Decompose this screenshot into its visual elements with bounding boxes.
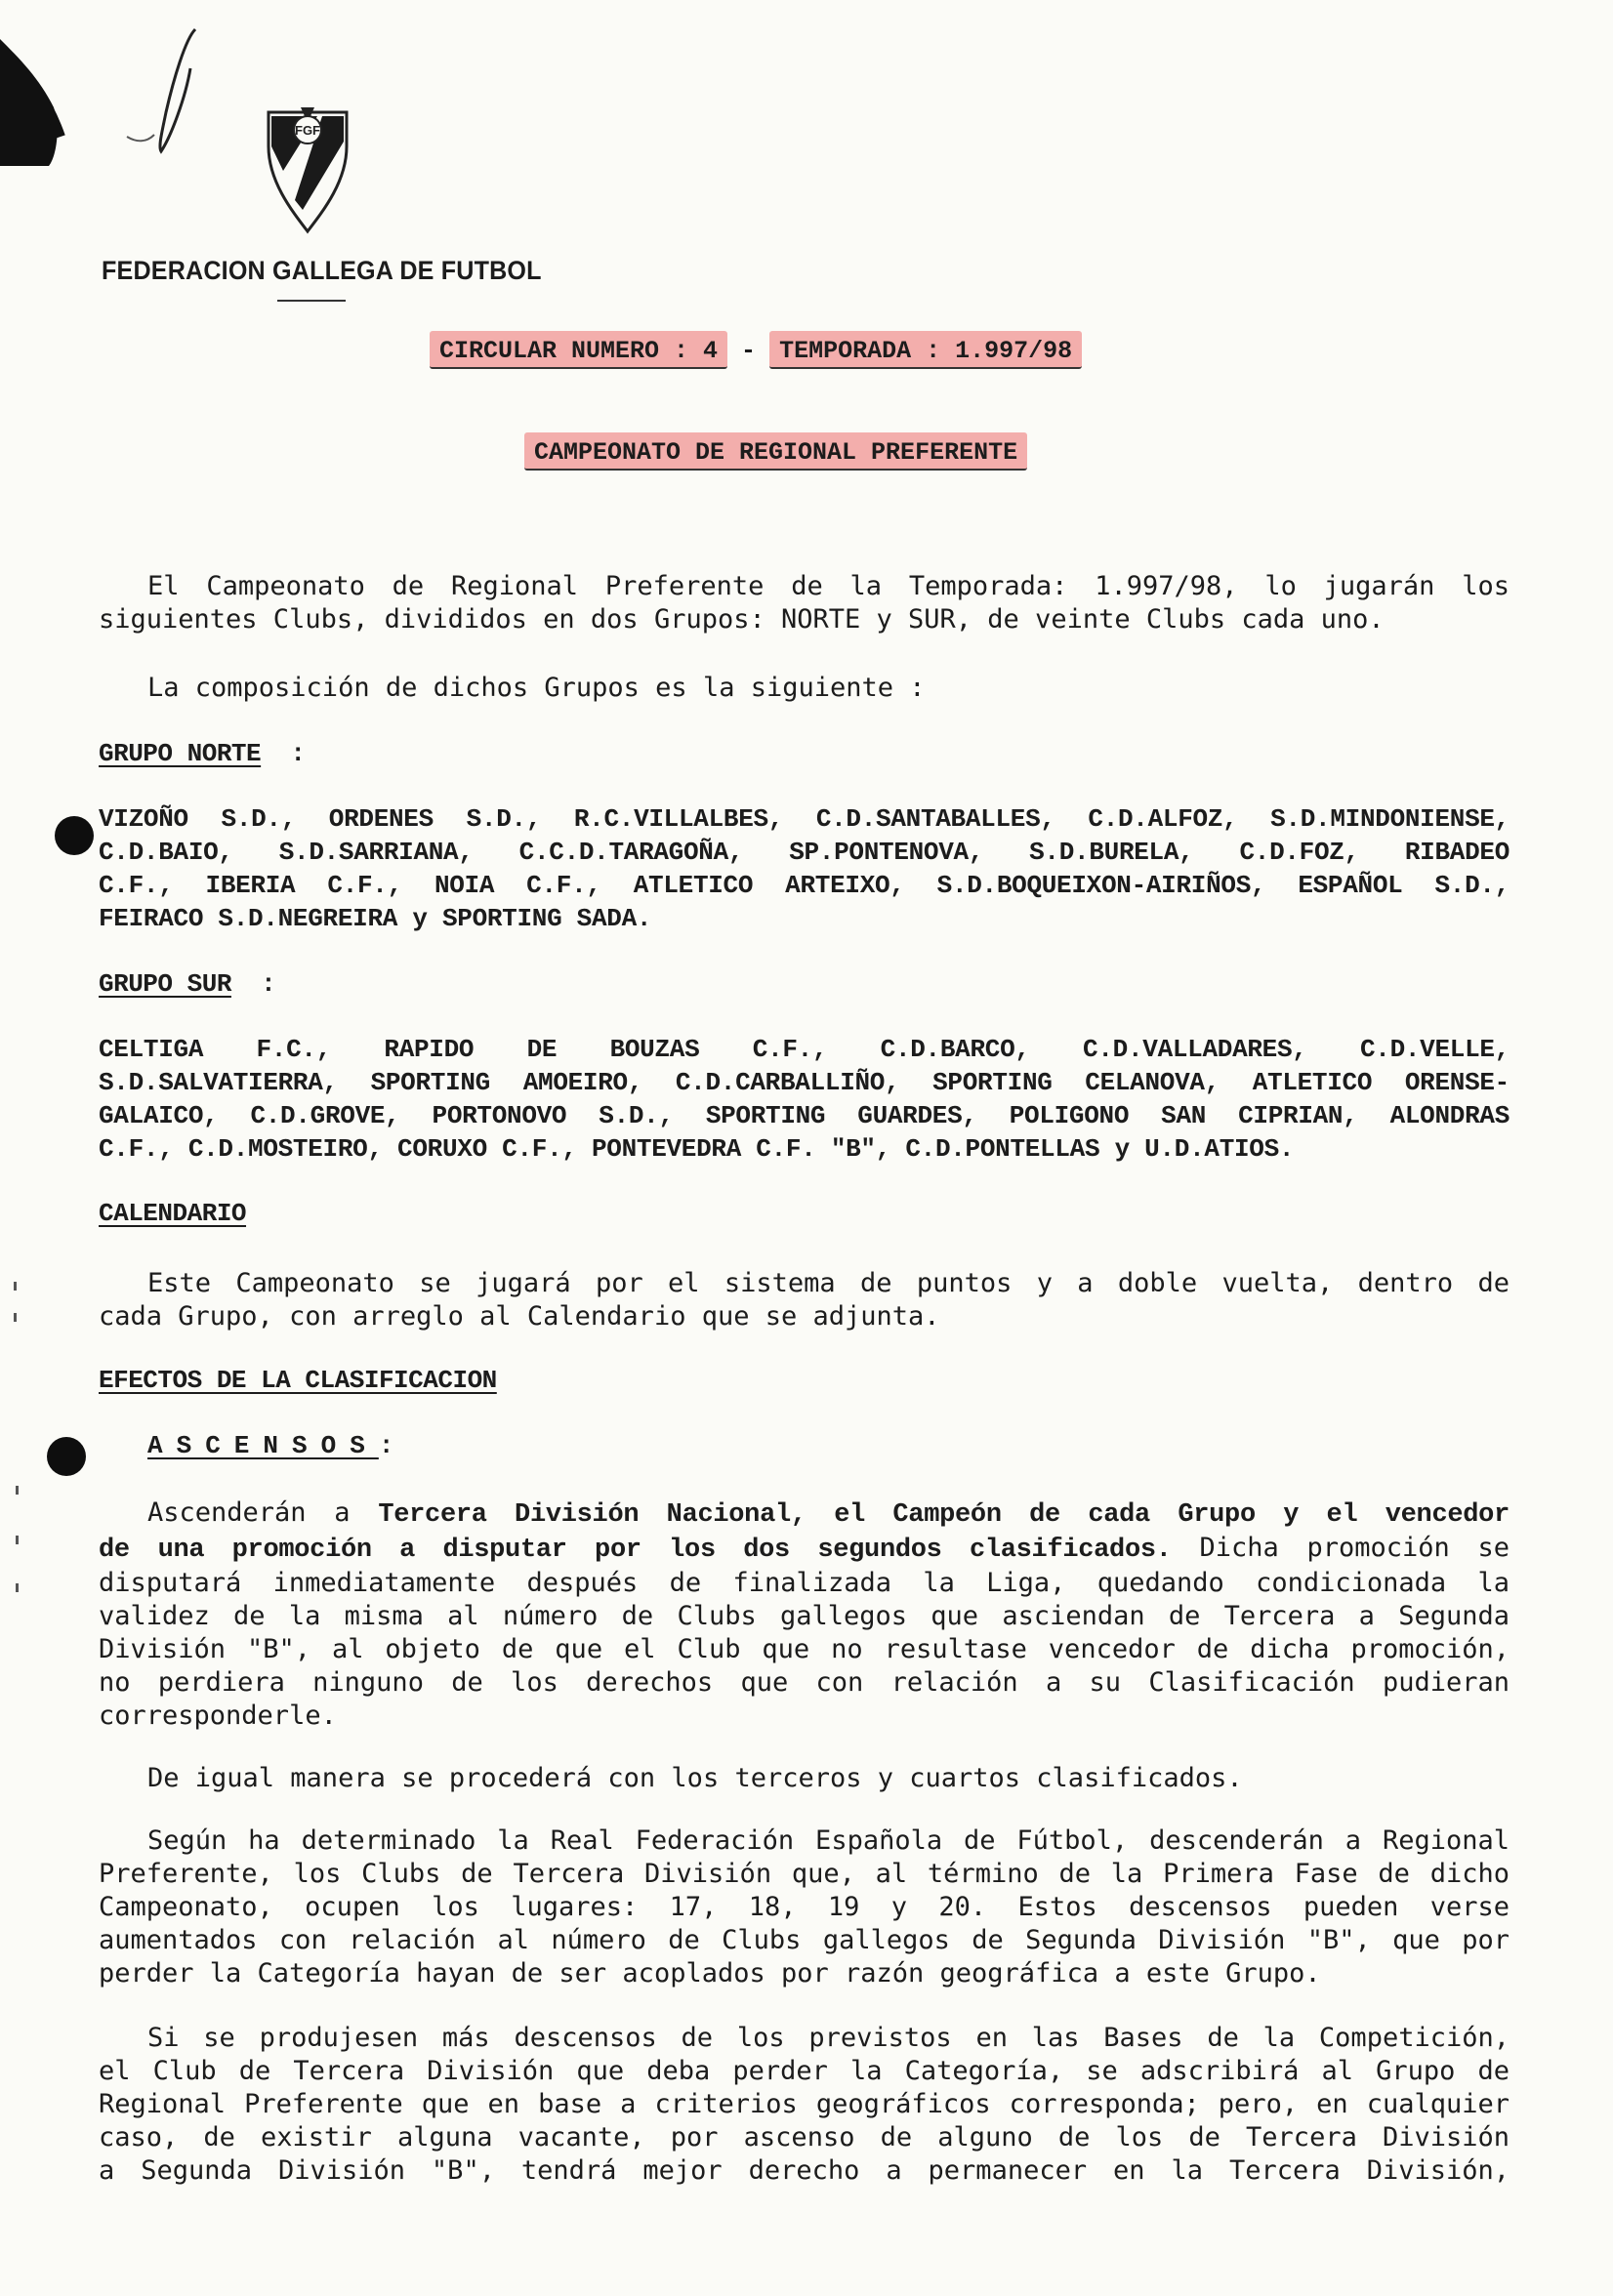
ascensos-title: ASCENSOS	[147, 1431, 379, 1460]
calendario-line-1: Este Campeonato se jugará por el sistema de puntos y a doble vuelta, dentro de	[147, 1268, 1510, 1298]
grupo-norte-title: GRUPO NORTE	[99, 739, 262, 768]
organization-name: FEDERACION GALLEGA DE FUTBOL	[102, 256, 542, 285]
margin-mark	[14, 1313, 17, 1322]
descensos-line: aumentados con relación al número de Clubs gallegos de Segunda División "B", que por	[99, 1925, 1510, 1955]
ascensos-line-1-start: Ascenderán a	[147, 1497, 351, 1528]
bullet-icon	[47, 1437, 86, 1476]
club-line: VIZOÑO S.D., ORDENES S.D., R.C.VILLALBES, C.D.SANTABALLES, C.D.ALFOZ, S.D.MINDONIENSE,	[99, 804, 1510, 834]
ascensos-line: División "B", al objeto de que el Club que no resultase vencedor de dicha promoción,	[99, 1634, 1510, 1664]
mas-descensos-line: a Segunda División "B", tendrá mejor derecho a permanecer en la Tercera División,	[99, 2155, 1510, 2186]
terceros-paragraph	[99, 1762, 1510, 1795]
bullet-icon	[55, 816, 94, 855]
grupo-sur-heading	[99, 969, 275, 999]
ascensos-line-2-end: Dicha promoción se	[1199, 1533, 1510, 1563]
grupo-sur-colon: :	[261, 969, 276, 999]
descensos-line: Preferente, los Clubs de Tercera División que, al término de la Primera Fase de dicho	[99, 1859, 1510, 1889]
circular-season: TEMPORADA : 1.997/98	[769, 331, 1082, 369]
composition-line: La composición de dichos Grupos es la siguiente :	[147, 673, 926, 703]
margin-mark	[16, 1583, 19, 1592]
calendario-line-2: cada Grupo, con arreglo al Calendario que se adjunta.	[99, 1301, 940, 1332]
mas-descensos-paragraph	[99, 2022, 1510, 2188]
descensos-line: perder la Categoría hayan de ser acoplados por razón geográfica a este Grupo.	[99, 1958, 1321, 1988]
intro-paragraph	[99, 570, 1510, 636]
circular-separator: -	[741, 337, 757, 365]
mas-descensos-line: caso, de existir alguna vacante, por ascenso de alguno de los de Tercera División	[99, 2122, 1510, 2152]
championship-title	[524, 438, 1027, 467]
ascensos-line-1-bold: Tercera División Nacional, el Campeón de cada Grupo y el vencedor	[378, 1500, 1510, 1530]
efectos-heading	[99, 1366, 497, 1395]
ascensos-line: corresponderle.	[99, 1701, 337, 1731]
club-line: C.F., C.D.MOSTEIRO, CORUXO C.F., PONTEVEDRA C.F. "B", C.D.PONTELLAS y U.D.ATIOS.	[99, 1134, 1295, 1164]
organization-rule	[277, 300, 346, 302]
grupo-norte-heading	[99, 739, 305, 768]
grupo-sur-title: GRUPO SUR	[99, 969, 231, 999]
grupo-sur-clubs	[99, 1033, 1510, 1166]
calendario-title: CALENDARIO	[99, 1199, 247, 1228]
circular-title	[430, 337, 1082, 365]
ascensos-line-2	[99, 1532, 1510, 1567]
terceros-line: De igual manera se procederá con los terceros y cuartos clasificados.	[147, 1763, 1243, 1793]
calendario-paragraph	[99, 1267, 1510, 1333]
grupo-norte-clubs	[99, 802, 1510, 935]
championship-title-text: CAMPEONATO DE REGIONAL PREFERENTE	[524, 432, 1027, 471]
intro-line-1: El Campeonato de Regional Preferente de la Temporada: 1.997/98, lo jugarán los	[147, 571, 1510, 601]
descensos-paragraph	[99, 1824, 1510, 1990]
svg-text:FGF: FGF	[295, 123, 320, 138]
intro-line-2: siguientes Clubs, divididos en dos Grupos: NORTE y SUR, de veinte Clubs cada uno.	[99, 604, 1385, 635]
mas-descensos-line: Si se produjesen más descensos de los previstos en las Bases de la Competición,	[147, 2023, 1510, 2053]
mas-descensos-line: el Club de Tercera División que deba perder la Categoría, se adscribirá al Grupo de	[99, 2056, 1510, 2086]
fgf-crest-icon	[264, 102, 352, 234]
descensos-line: Campeonato, ocupen los lugares: 17, 18, 19 y 20. Estos descensos pueden verse	[99, 1892, 1510, 1922]
ascensos-paragraph	[99, 1496, 1510, 1733]
margin-mark	[16, 1536, 19, 1544]
club-line: C.F., IBERIA C.F., NOIA C.F., ATLETICO ARTEIXO, S.D.BOQUEIXON-AIRIÑOS, ESPAÑOL S.D.,	[99, 871, 1510, 900]
handwritten-mark-icon	[0, 20, 234, 166]
calendario-heading	[99, 1199, 246, 1228]
club-line: C.D.BAIO, S.D.SARRIANA, C.C.D.TARAGOÑA, SP.PONTENOVA, S.D.BURELA, C.D.FOZ, RIBADEO	[99, 838, 1510, 867]
ascensos-line-2-start: de	[99, 1536, 130, 1565]
margin-mark	[14, 1282, 17, 1291]
ascensos-colon: :	[378, 1431, 393, 1460]
club-line: S.D.SALVATIERRA, SPORTING AMOEIRO, C.D.CARBALLIÑO, SPORTING CELANOVA, ATLETICO ORENSE-	[99, 1068, 1510, 1097]
efectos-title: EFECTOS DE LA CLASIFICACION	[99, 1366, 497, 1395]
ascensos-line: no perdiera ninguno de los derechos que con relación a su Clasificación pudieran	[99, 1667, 1510, 1698]
grupo-norte-colon: :	[290, 739, 306, 768]
descensos-line: Según ha determinado la Real Federación Española de Fútbol, descenderán a Regional	[147, 1825, 1510, 1856]
margin-mark	[16, 1486, 19, 1495]
circular-number: CIRCULAR NUMERO : 4	[430, 331, 727, 369]
club-line: GALAICO, C.D.GROVE, PORTONOVO S.D., SPORTING GUARDES, POLIGONO SAN CIPRIAN, ALONDRAS	[99, 1101, 1510, 1130]
ascensos-heading	[147, 1431, 393, 1460]
ascensos-line: validez de la misma al número de Clubs gallegos que asciendan de Tercera a Segunda	[99, 1601, 1510, 1631]
club-line: CELTIGA F.C., RAPIDO DE BOUZAS C.F., C.D.BARCO, C.D.VALLADARES, C.D.VELLE,	[99, 1035, 1510, 1064]
ascensos-line: disputará inmediatamente después de finalizada la Liga, quedando condicionada la	[99, 1568, 1510, 1598]
composition-paragraph	[99, 672, 1510, 705]
club-line: FEIRACO S.D.NEGREIRA y SPORTING SADA.	[99, 904, 652, 933]
ascensos-line-2-bold: una promoción a disputar por los dos segundos clasificados.	[157, 1536, 1172, 1565]
ascensos-line-1	[99, 1496, 1510, 1532]
mas-descensos-line: Regional Preferente que en base a criterios geográficos corresponda; pero, en cualquier	[99, 2089, 1510, 2119]
